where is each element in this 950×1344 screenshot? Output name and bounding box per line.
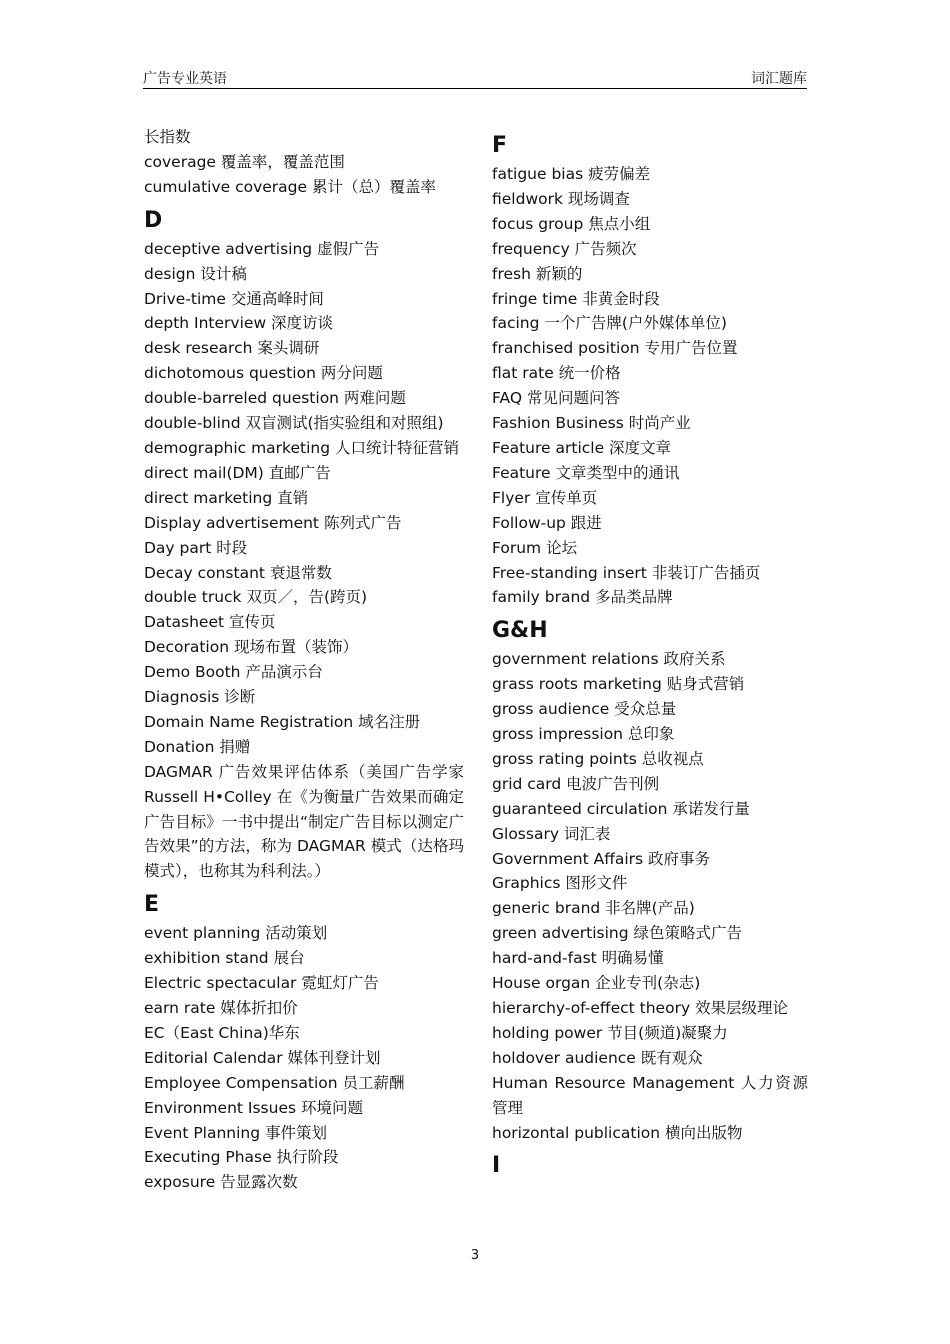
glossary-entry: Human Resource Management 人力资源管理: [492, 1073, 808, 1117]
glossary-entry: Executing Phase 执行阶段: [144, 1148, 339, 1167]
glossary-entry: fresh 新颖的: [492, 264, 583, 283]
glossary-entry: Glossary 词汇表: [492, 824, 611, 843]
glossary-entry: Diagnosis 诊断: [144, 688, 256, 707]
glossary-entry: grass roots marketing 贴身式营销: [492, 675, 745, 694]
glossary-entry: Drive-time 交通高峰时间: [144, 289, 324, 308]
glossary-entry: holding power 节目(频道)凝聚力: [492, 1023, 728, 1042]
glossary-entry: Government Affairs 政府事务: [492, 849, 711, 868]
glossary-column-right: [492, 125, 808, 1182]
glossary-entry: Datasheet 宣传页: [144, 613, 276, 632]
glossary-entry: gross rating points 总收视点: [492, 749, 704, 768]
glossary-entry: double-blind 双盲测试(指实验组和对照组): [144, 414, 444, 433]
glossary-entry: double-barreled question 两难问题: [144, 389, 406, 408]
section-letter-heading: I: [492, 1153, 501, 1179]
glossary-entry: Free-standing insert 非装订广告插页: [492, 563, 761, 582]
glossary-entry: desk research 案头调研: [144, 339, 320, 358]
glossary-entry: focus group 焦点小组: [492, 214, 651, 233]
glossary-entry: Domain Name Registration 域名注册: [144, 712, 421, 731]
glossary-entry: franchised position 专用广告位置: [492, 339, 738, 358]
glossary-entry: dichotomous question 两分问题: [144, 364, 383, 383]
glossary-entry: 长指数: [144, 128, 191, 146]
glossary-entry: Decay constant 衰退常数: [144, 563, 332, 582]
glossary-entry: Flyer 宣传单页: [492, 488, 598, 507]
glossary-entry: frequency 广告频次: [492, 239, 637, 258]
glossary-entry: Feature 文章类型中的通讯: [492, 463, 680, 482]
glossary-entry: exhibition stand 展台: [144, 949, 305, 968]
page-number: 3: [470, 1248, 480, 1263]
glossary-entry: Follow-up 跟进: [492, 513, 602, 532]
glossary-entry: fatigue bias 疲劳偏差: [492, 165, 651, 183]
page-header: [143, 66, 807, 89]
glossary-entry: double truck 双页／，告(跨页): [144, 588, 368, 607]
glossary-entry: depth Interview 深度访谈: [144, 314, 334, 333]
glossary-entry: event planning 活动策划: [144, 924, 328, 943]
glossary-entry: hierarchy-of-effect theory 效果层级理论: [492, 999, 789, 1017]
glossary-entry: Feature article 深度文章: [492, 438, 672, 457]
glossary-entry: Donation 捐赠: [144, 737, 251, 756]
glossary-entry: fieldwork 现场调查: [492, 189, 630, 208]
section-letter-heading: D: [144, 207, 163, 233]
glossary-entry: coverage 覆盖率，覆盖范围: [144, 152, 345, 171]
glossary-entry: DAGMAR 广告效果评估体系（美国广告学家 Russell H•Colley 在《为衡量广告效果而确定广告目标》一书中提出“制定广告目标以测定广告效果”的方法，称为 DAGMAR 模式（达格玛模式），也称其为科利法。）: [144, 762, 464, 881]
glossary-entry: earn rate 媒体折扣价: [144, 999, 298, 1017]
glossary-entry: family brand 多品类品牌: [492, 588, 673, 607]
glossary-entry: direct marketing 直销: [144, 488, 309, 507]
glossary-entry: Fashion Business 时尚产业: [492, 414, 691, 433]
glossary-entry: cumulative coverage 累计（总）覆盖率: [144, 177, 436, 196]
glossary-entry: Display advertisement 陈列式广告: [144, 513, 402, 532]
section-letter-heading: F: [492, 133, 508, 158]
glossary-entry: grid card 电波广告刊例: [492, 774, 660, 793]
glossary-entry: EC（East China)华东: [144, 1023, 300, 1042]
glossary-entry: government relations 政府关系: [492, 650, 726, 669]
section-letter-heading: G&H: [492, 618, 548, 644]
glossary-entry: Forum 论坛: [492, 538, 578, 557]
glossary-entry: green advertising 绿色策略式广告: [492, 924, 742, 943]
header-section: 词汇题库: [751, 71, 807, 87]
glossary-entry: gross impression 总印象: [492, 725, 675, 744]
glossary-entry: Day part 时段: [144, 538, 248, 557]
glossary-entry: hard-and-fast 明确易懂: [492, 949, 664, 968]
glossary-entry: guaranteed circulation 承诺发行量: [492, 799, 750, 818]
glossary-entry: Editorial Calendar 媒体刊登计划: [144, 1048, 381, 1067]
glossary-entry: flat rate 统一价格: [492, 364, 621, 383]
glossary-entry: Demo Booth 产品演示台: [144, 663, 323, 682]
glossary-entry: FAQ 常见问题问答: [492, 389, 620, 408]
glossary-entry: generic brand 非名牌(产品): [492, 899, 695, 918]
header-title: 广告专业英语: [143, 71, 227, 87]
glossary-entry: Environment Issues 环境问题: [144, 1098, 363, 1117]
glossary-entry: Decoration 现场布置（装饰）: [144, 638, 358, 657]
glossary-entry: House organ 企业专刊(杂志): [492, 974, 701, 993]
glossary-column-left: [144, 125, 464, 1195]
glossary-entry: Event Planning 事件策划: [144, 1123, 328, 1142]
glossary-entry: deceptive advertising 虚假广告: [144, 239, 380, 258]
glossary-entry: holdover audience 既有观众: [492, 1048, 703, 1067]
glossary-entry: gross audience 受众总量: [492, 700, 677, 719]
glossary-entry: direct mail(DM) 直邮广告: [144, 463, 331, 482]
glossary-entry: Electric spectacular 霓虹灯广告: [144, 974, 379, 993]
glossary-entry: horizontal publication 横向出版物: [492, 1123, 743, 1142]
section-letter-heading: E: [144, 892, 160, 918]
glossary-entry: facing 一个广告牌(户外媒体单位): [492, 314, 727, 333]
glossary-entry: exposure 告显露次数: [144, 1173, 298, 1192]
glossary-entry: demographic marketing 人口统计特征营销: [144, 438, 459, 457]
glossary-entry: design 设计稿: [144, 264, 247, 283]
glossary-entry: Employee Compensation 员工薪酬: [144, 1073, 405, 1092]
glossary-entry: Graphics 图形文件: [492, 874, 628, 893]
glossary-entry: fringe time 非黄金时段: [492, 289, 660, 308]
